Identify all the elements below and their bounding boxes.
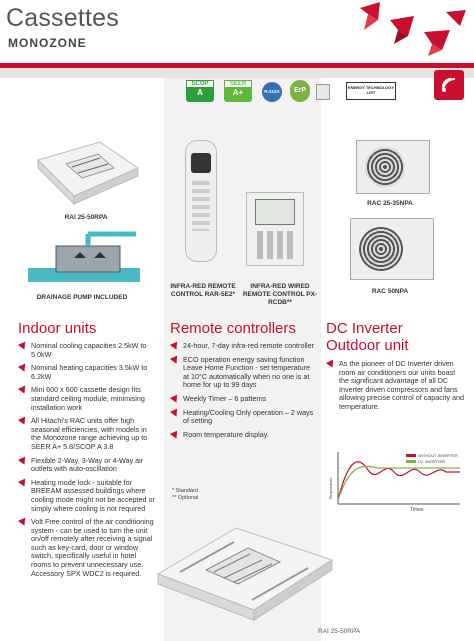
drainage-pump-image (28, 228, 140, 288)
dc-heading-line2: Outdoor unit (326, 337, 409, 354)
note-optional: ** Optional (172, 495, 199, 501)
origami-birds-logo (350, 0, 474, 62)
wireless-icon (434, 70, 464, 100)
scop-label: SCOP (186, 80, 214, 88)
wired-remote-image (246, 192, 304, 266)
seer-label: SEER (224, 80, 252, 88)
header-band (0, 68, 474, 78)
list-item: ECO operation energy saving function Leave Home Function - set temperature at 10°C automatically when no one is at home for up to 99 days (168, 356, 316, 390)
remote1-caption: INFRA-RED REMOTE CONTROL RAR-5E2* (170, 283, 236, 298)
outdoor1-caption: RAC 25-35NPA (367, 200, 413, 207)
page-title: Cassettes (6, 4, 119, 32)
legend-dc-inverter: DC INVERTER (418, 459, 446, 464)
dc-heading-line1: DC Inverter (326, 320, 403, 337)
outdoor-unit-small-image (356, 140, 430, 194)
graph-x-label: Times (410, 507, 424, 513)
cassette-bottom-image (150, 514, 335, 624)
legend-without-inverter: WITHOUT INVERTER (418, 453, 458, 458)
note-standard: * Standard (172, 488, 198, 494)
remote2-caption: INFRA-RED WIRED REMOTE CONTROL PX-RCDB** (242, 283, 318, 306)
remote-list (168, 342, 316, 444)
energy-tech-list-badge: ENERGY TECHNOLOGY LIST (346, 82, 396, 100)
drainage-caption: DRAINAGE PUMP INCLUDED (36, 294, 128, 301)
list-item: Volt Free control of the air conditioning system - can be used to turn the unit on/off remotely after receiving a signal such as key-card, door or window switch, specifically useful in hotel rooms to prevent unnecessary use. Accessory SPX WDC2 is required. (16, 518, 156, 578)
inverter-graph (328, 450, 464, 516)
scop-value: A (197, 88, 203, 97)
list-item: All Hitachi's RAC units offer high seasonal efficiencies, with models in the Monozone range achieving up to SEER A+ 5.8/SCOP A 3.8 (16, 417, 156, 451)
ir-remote-image (185, 140, 217, 262)
indoor-list (16, 342, 156, 583)
indoor-heading: Indoor units (18, 320, 97, 337)
dc-list (324, 360, 466, 417)
outdoor-unit-large-image (350, 218, 434, 280)
scop-badge (186, 80, 214, 102)
seer-badge (224, 80, 252, 102)
series-dc-inverter (338, 466, 460, 500)
page-subtitle: MONOZONE (8, 36, 87, 50)
list-item: Heating mode lock - suitable for BREEAM assessed buildings where cooling mode might not be accepted or simply where cooling is not required (16, 479, 156, 513)
dc-heading (326, 320, 409, 354)
bottom-model-caption: RAI 25-50RPA (318, 628, 361, 635)
list-item: Nominal cooling capacities 2.5kW to 5.0kW (16, 342, 156, 359)
list-item: Flexible 2-Way, 3-Way or 4-Way air outlets with auto-oscillation (16, 457, 156, 474)
seer-value: A+ (232, 88, 244, 97)
list-item: Room temperature display. (168, 431, 316, 440)
outdoor2-caption: RAC 50NPA (371, 288, 409, 295)
list-item: 24-hour, 7-day infra-red remote controller (168, 342, 316, 351)
list-item: Heating/Cooling Only operation – 2 ways of setting (168, 409, 316, 426)
list-item: Weekly Timer – 6 patterns (168, 395, 316, 404)
cassette-unit-image (30, 140, 140, 206)
refrigerant-badge: R-410A (262, 82, 282, 102)
certificate-icon (316, 84, 330, 100)
remote-heading: Remote controllers (170, 320, 296, 337)
list-item: Mini 600 x 600 cassette design fits standard ceiling module, minimising installation work (16, 386, 156, 412)
list-item: As the pioneer of DC Inverter driven room air conditioners our units boast the significant advantage of all DC Inverter driven compressors and fans allowing precise control of capacity and temperature. (324, 360, 466, 412)
list-item: Nominal heating capacities 3.5kW to 6.2kW (16, 364, 156, 381)
indoor-model-caption: RAI 25-50RPA (64, 214, 108, 221)
remote-notes (172, 488, 198, 502)
graph-y-label: Temperature (328, 477, 333, 500)
erp-badge: ErP (290, 80, 310, 102)
